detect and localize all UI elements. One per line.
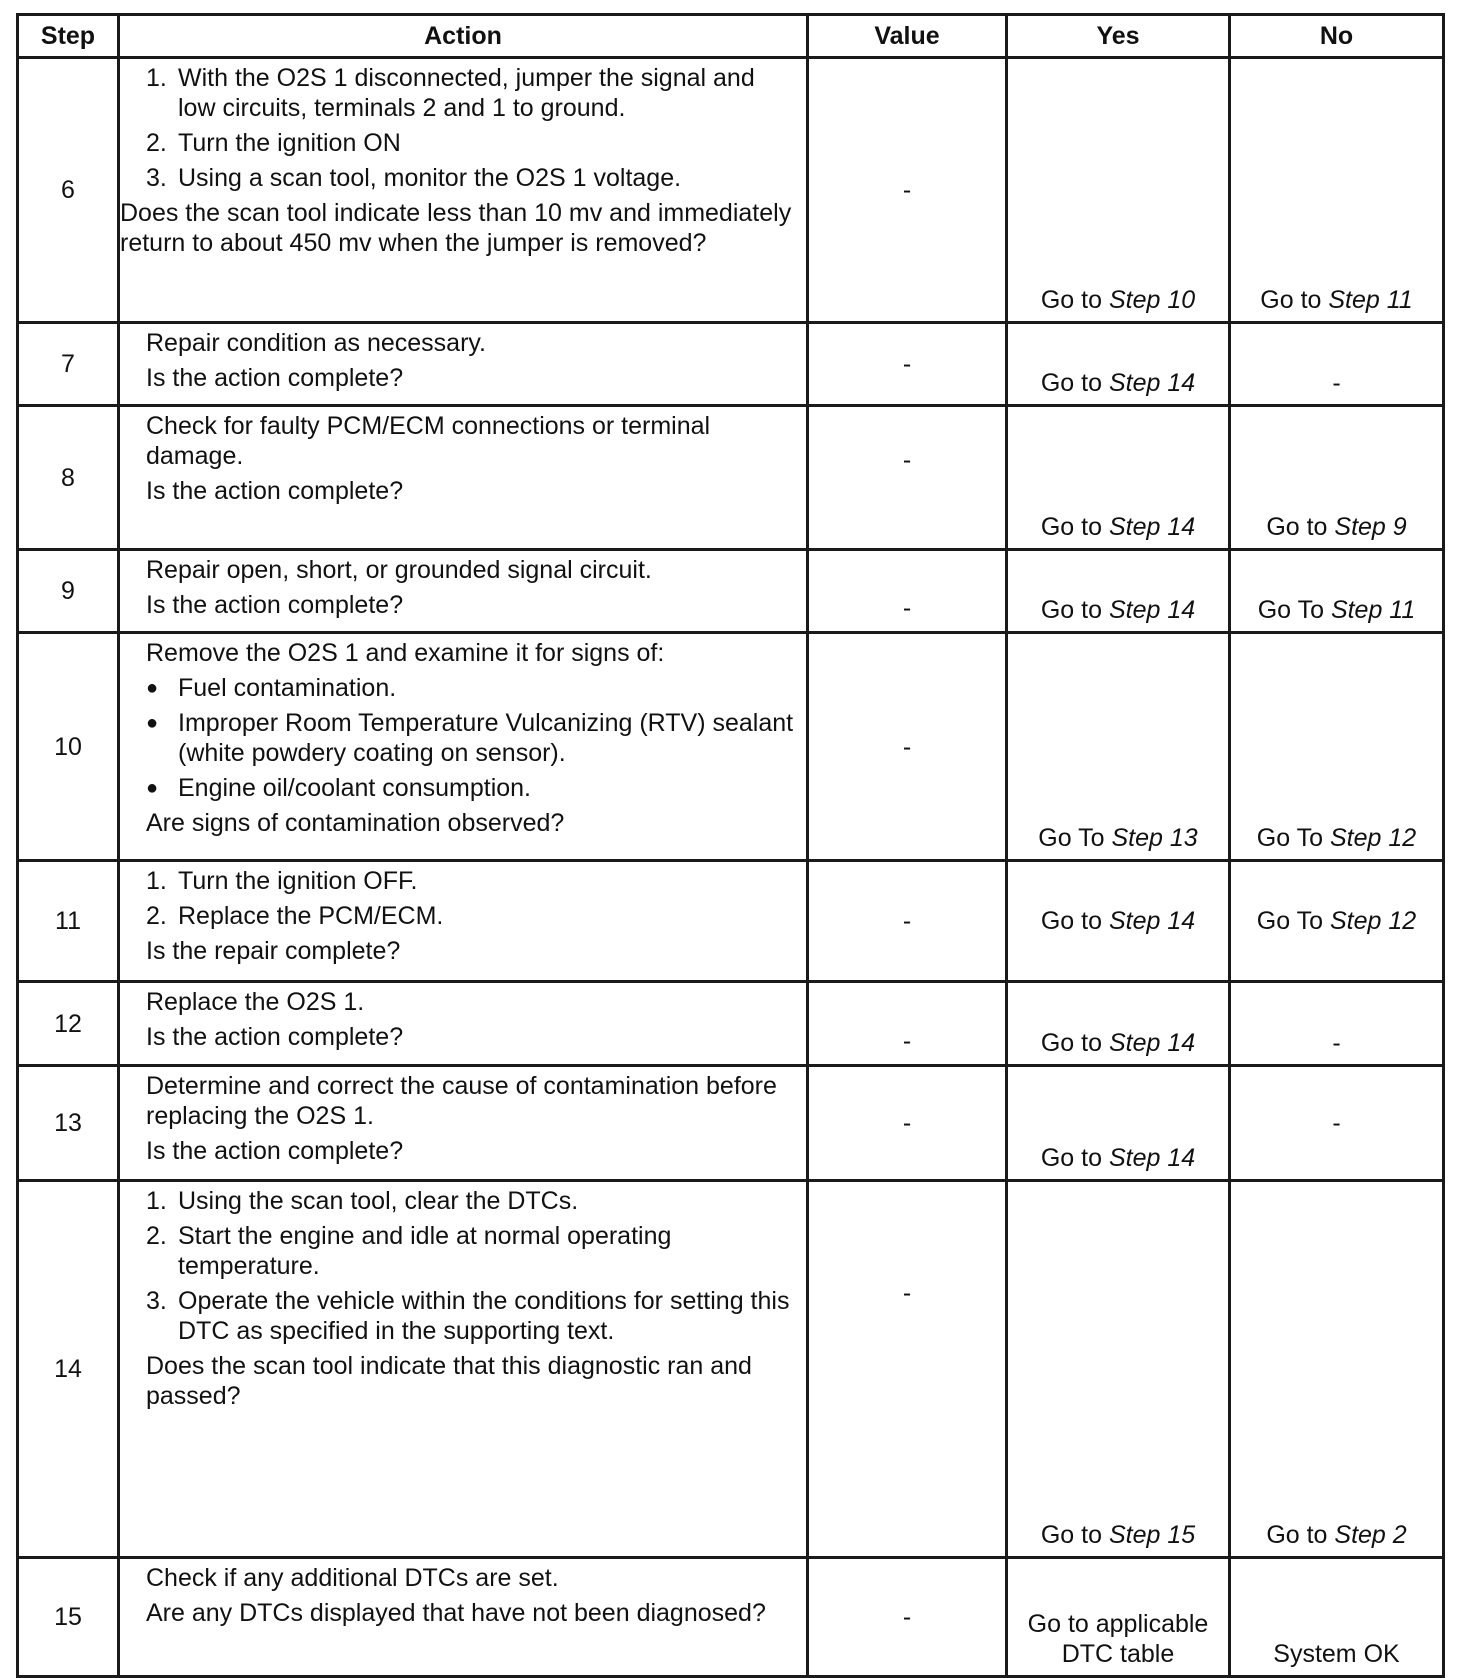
- action-question: Is the action complete?: [146, 477, 404, 505]
- action-question: Is the action complete?: [146, 364, 404, 392]
- no-cell: -: [1230, 323, 1444, 406]
- action-text: Determine and correct the cause of contamination before replacing the O2S 1.: [146, 1072, 777, 1130]
- action-item: 2. Turn the ignition ON: [146, 129, 401, 157]
- yes-cell: Go to Step 14: [1007, 550, 1230, 633]
- header-no: No: [1230, 15, 1444, 58]
- table-row-step-6: [18, 58, 1444, 323]
- header-value: Value: [808, 15, 1007, 58]
- action-question: Does the scan tool indicate less than 10 mv and immediately return to about 450 mv when the jumper is removed?: [120, 199, 792, 257]
- yes-cell: Go to Step 10: [1007, 58, 1230, 323]
- action-cell: [119, 633, 808, 861]
- yes-cell: Go to Step 14: [1007, 982, 1230, 1066]
- step-link: Step 14: [1108, 369, 1196, 397]
- table-row-step-15: [18, 1558, 1444, 1677]
- action-cell: [119, 406, 808, 550]
- action-question: Is the action complete?: [146, 1023, 404, 1051]
- bullet-item: ● Improper Room Temperature Vulcanizing (RTV) sealant (white powdery coating on sensor).: [146, 709, 794, 767]
- action-question: Are signs of contamination observed?: [146, 809, 565, 837]
- action-item: 1. Turn the ignition OFF.: [146, 867, 418, 895]
- table-row-step-8: [18, 406, 1444, 550]
- yes-cell: Go to applicable DTC table: [1007, 1558, 1230, 1677]
- action-cell: [119, 1181, 808, 1558]
- step-link: Step 14: [1108, 596, 1196, 624]
- yes-cell: Go to Step 14: [1007, 861, 1230, 982]
- action-item: 2. Start the engine and idle at normal operating temperature.: [146, 1222, 672, 1280]
- step-number: 8: [18, 406, 119, 550]
- action-cell: [119, 982, 808, 1066]
- step-link: Step 2: [1334, 1521, 1407, 1549]
- action-cell: [119, 550, 808, 633]
- bullet-item: ● Engine oil/coolant consumption.: [146, 774, 532, 802]
- table-row-step-7: [18, 323, 1444, 406]
- value-cell: -: [808, 406, 1007, 550]
- action-text: Repair open, short, or grounded signal circuit.: [146, 556, 652, 584]
- step-number: 15: [18, 1558, 119, 1677]
- action-cell: [119, 861, 808, 982]
- action-item: 2. Replace the PCM/ECM.: [146, 902, 444, 930]
- action-item: 3. Operate the vehicle within the conditions for setting this DTC as specified in the supporting text.: [146, 1287, 790, 1345]
- action-text: Repair condition as necessary.: [146, 329, 486, 357]
- diagnostic-table: [16, 13, 1445, 1678]
- step-link: Step 9: [1334, 513, 1407, 541]
- step-link: Step 14: [1108, 1029, 1196, 1057]
- value-cell: -: [808, 1181, 1007, 1558]
- action-text: Check if any additional DTCs are set.: [146, 1564, 559, 1592]
- no-cell: Go To Step 11: [1230, 550, 1444, 633]
- action-item: 1. With the O2S 1 disconnected, jumper the signal and low circuits, terminals 2 and 1 to ground.: [146, 64, 755, 122]
- action-text: Check for faulty PCM/ECM connections or terminal damage.: [146, 412, 711, 470]
- step-number: 13: [18, 1066, 119, 1181]
- value-cell: -: [808, 58, 1007, 323]
- value-cell: -: [808, 861, 1007, 982]
- step-link: Step 14: [1108, 907, 1196, 935]
- step-link: Step 14: [1108, 1144, 1196, 1172]
- step-number: 9: [18, 550, 119, 633]
- action-text: Remove the O2S 1 and examine it for signs of:: [146, 639, 665, 667]
- table-row-step-13: [18, 1066, 1444, 1181]
- step-link: Step 12: [1330, 824, 1417, 852]
- no-cell: Go To Step 12: [1230, 633, 1444, 861]
- action-cell: [119, 1066, 808, 1181]
- step-link: Step 15: [1108, 1521, 1196, 1549]
- table-row-step-10: [18, 633, 1444, 861]
- yes-cell: Go to Step 15: [1007, 1181, 1230, 1558]
- value-cell: -: [808, 1066, 1007, 1181]
- action-item: 3. Using a scan tool, monitor the O2S 1 voltage.: [146, 164, 682, 192]
- step-number: 10: [18, 633, 119, 861]
- header-step: Step: [18, 15, 119, 58]
- header-row: [18, 15, 1444, 58]
- no-cell: Go to Step 2: [1230, 1181, 1444, 1558]
- header-yes: Yes: [1007, 15, 1230, 58]
- no-cell: -: [1230, 1066, 1444, 1181]
- action-question: Is the action complete?: [146, 591, 404, 619]
- step-link: Step 12: [1330, 907, 1417, 935]
- yes-cell: Go to Step 14: [1007, 406, 1230, 550]
- value-cell: -: [808, 982, 1007, 1066]
- step-number: 11: [18, 861, 119, 982]
- table-row-step-12: [18, 982, 1444, 1066]
- action-question: Is the action complete?: [146, 1137, 404, 1165]
- yes-cell: Go to Step 14: [1007, 1066, 1230, 1181]
- table-row-step-11: [18, 861, 1444, 982]
- step-number: 14: [18, 1181, 119, 1558]
- step-number: 7: [18, 323, 119, 406]
- action-text: Replace the O2S 1.: [146, 988, 365, 1016]
- yes-cell: Go to Step 14: [1007, 323, 1230, 406]
- yes-cell: Go To Step 13: [1007, 633, 1230, 861]
- table-row-step-9: [18, 550, 1444, 633]
- step-number: 12: [18, 982, 119, 1066]
- value-cell: -: [808, 633, 1007, 861]
- step-link: Step 11: [1330, 596, 1416, 624]
- action-question: Are any DTCs displayed that have not been diagnosed?: [146, 1599, 766, 1627]
- step-link: Step 10: [1108, 286, 1196, 314]
- action-question: Is the repair complete?: [146, 937, 401, 965]
- bullet-item: ● Fuel contamination.: [146, 674, 397, 702]
- table-row-step-14: [18, 1181, 1444, 1558]
- step-number: 6: [18, 58, 119, 323]
- no-cell: System OK: [1230, 1558, 1444, 1677]
- action-cell: [119, 1558, 808, 1677]
- action-item: 1. Using the scan tool, clear the DTCs.: [146, 1187, 579, 1215]
- no-cell: Go to Step 9: [1230, 406, 1444, 550]
- action-cell: [119, 323, 808, 406]
- value-cell: -: [808, 1558, 1007, 1677]
- value-cell: -: [808, 550, 1007, 633]
- no-cell: Go To Step 12: [1230, 861, 1444, 982]
- header-action: Action: [119, 15, 808, 58]
- step-link: Step 13: [1111, 824, 1198, 852]
- no-cell: Go to Step 11: [1230, 58, 1444, 323]
- step-link: Step 11: [1328, 286, 1413, 314]
- no-cell: -: [1230, 982, 1444, 1066]
- value-cell: -: [808, 323, 1007, 406]
- step-link: Step 14: [1108, 513, 1196, 541]
- action-cell: [119, 58, 808, 323]
- action-question: Does the scan tool indicate that this diagnostic ran and passed?: [146, 1352, 752, 1410]
